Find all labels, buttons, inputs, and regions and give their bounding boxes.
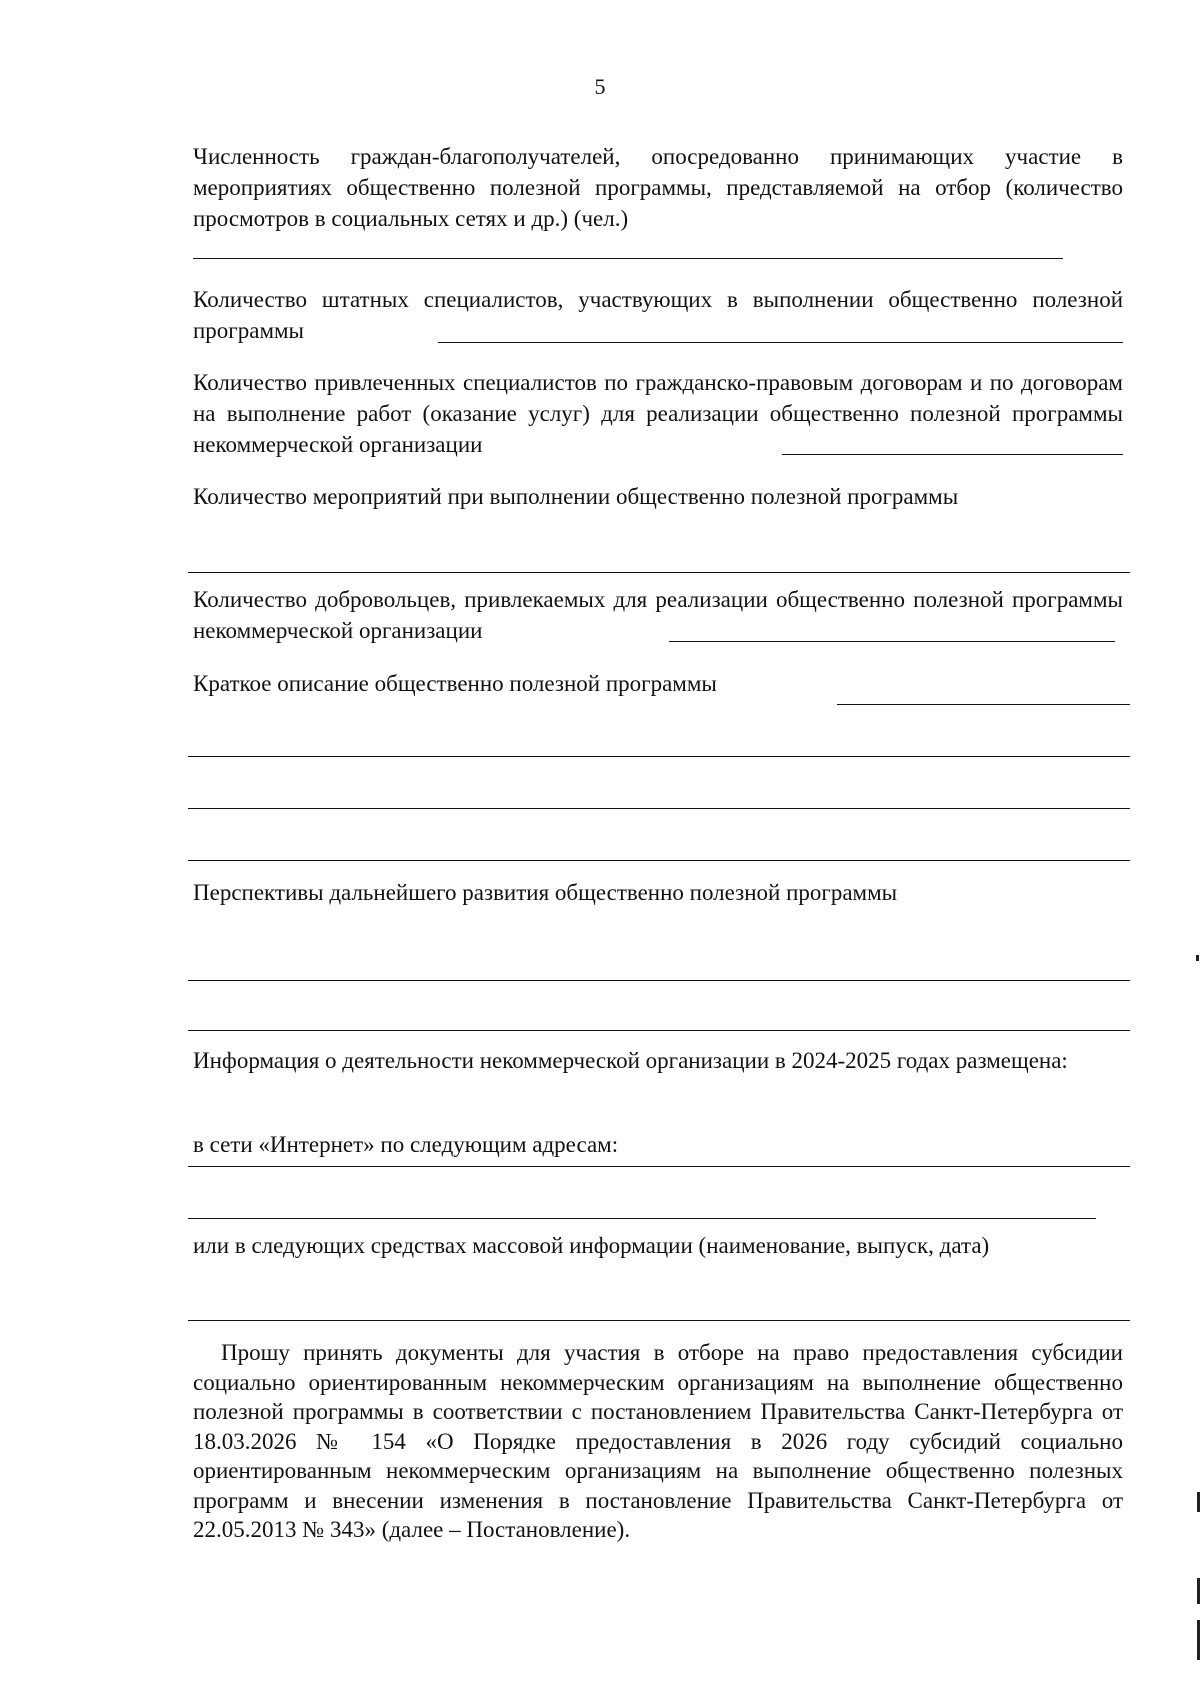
answer-line-events-count[interactable] <box>188 572 1130 573</box>
answer-line-internet-addresses-1[interactable] <box>188 1166 1130 1167</box>
answer-line-short-description-3[interactable] <box>188 808 1130 809</box>
answer-line-development-prospects-2[interactable] <box>188 1030 1130 1031</box>
scan-edge-mark <box>1196 955 1199 961</box>
answer-line-short-description-1[interactable] <box>837 704 1130 705</box>
field-label-volunteers-count: Количество добровольцев, привлекаемых для реализации общественно полезной программы некоммерческой организации <box>193 587 1123 643</box>
field-label-internet-addresses: в сети «Интернет» по следующим адресам: <box>193 1132 619 1157</box>
answer-line-contract-specialists[interactable] <box>782 454 1123 455</box>
answer-line-volunteers-count[interactable] <box>669 641 1115 642</box>
answer-line-mass-media[interactable] <box>188 1320 1130 1321</box>
request-paragraph: Прошу принять документы для участия в отборе на право предоставления субсидии социально ориентированным некоммерческим организациям на выполнение общественно полезной программы в соответствии с постановлением Правительства Санкт-Петербурга от 18.03.2026 № 154 «О Порядке предоставления в 2026 году субсидий социально ориентированным некоммерческим организациям на выполнение общественно полезных программ и внесении изменения в постановление Правительства Санкт-Петербурга от 22.05.2013 № 343» (далее – Постановление). <box>193 1340 1123 1542</box>
field-label-short-description: Краткое описание общественно полезной программы <box>193 671 717 696</box>
staff-specialists-text: Количество штатных специалистов, участвующих в выполнении общественно полезной программы <box>193 287 1123 343</box>
field-label-activity-info: Информация о деятельности некоммерческой организации в 2024-2025 годах размещена: <box>193 1048 1068 1073</box>
answer-line-short-description-2[interactable] <box>188 756 1130 757</box>
answer-line-development-prospects-1[interactable] <box>188 980 1130 981</box>
answer-line-internet-addresses-2[interactable] <box>188 1218 1096 1219</box>
answer-line-indirect-beneficiaries[interactable] <box>193 258 1063 259</box>
field-label-indirect-beneficiaries: Численность граждан-благополучателей, опосредованно принимающих участие в мероприятиях общественно полезной программы, представляемой на отбор (количество просмотров в социальных сетях и др.) (чел.) <box>193 144 1123 231</box>
answer-line-staff-specialists[interactable] <box>438 342 1123 343</box>
field-label-development-prospects: Перспективы дальнейшего развития общественно полезной программы <box>193 880 898 905</box>
field-label-mass-media: или в следующих средствах массовой информации (наименование, выпуск, дата) <box>193 1233 990 1258</box>
field-label-events-count: Количество мероприятий при выполнении общественно полезной программы <box>193 484 959 509</box>
field-label-contract-specialists: Количество привлеченных специалистов по гражданско-правовым договорам и по договорам на выполнение работ (оказание услуг) для реализации общественно полезной программы некоммерческой организации <box>193 370 1123 457</box>
answer-line-short-description-4[interactable] <box>188 860 1130 861</box>
field-label-staff-specialists <box>193 284 1123 346</box>
page-number: 5 <box>594 74 606 99</box>
